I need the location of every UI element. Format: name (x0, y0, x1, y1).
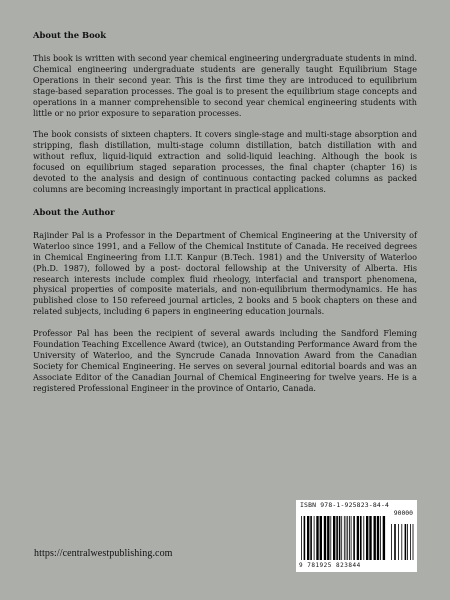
barcode-bar (310, 516, 312, 560)
barcode-bar (349, 516, 350, 560)
barcode-addon-bar (401, 524, 402, 560)
barcode-bar (360, 516, 362, 560)
about-book-heading: About the Book (33, 30, 107, 40)
barcode-bar (363, 516, 364, 560)
barcode-bar (327, 516, 329, 560)
barcode-bar (380, 516, 381, 560)
barcode-bar (304, 516, 306, 560)
barcode-bar (341, 516, 342, 560)
barcode-bars (299, 516, 415, 562)
barcode-bar (374, 516, 376, 560)
about-book-paragraph-2: The book consists of sixteen chapters. It covers single-stage and multi-stage absorption and stripping, flash distillation, multi-stage column distillation, batch distillation with and without reflux, liquid-liquid extraction and solid-liquid leaching. Although the book is focused on equilibrium staged separation processes, the final chapter (chapter 16) is devoted to the analysis and design of continuous contacting packed columns as packed columns are becoming increasingly important in practical applications. (33, 129, 417, 194)
isbn-label: ISBN 978-1-925823-84-4 (300, 501, 390, 509)
barcode-addon-number: 90000 (393, 509, 413, 517)
barcode-bar (369, 516, 371, 560)
barcode-bar (301, 516, 302, 560)
barcode-addon-bar (410, 524, 411, 560)
barcode-bar (330, 516, 331, 560)
barcode-bar (357, 516, 359, 560)
barcode-bar (383, 516, 385, 560)
barcode-bar (333, 516, 335, 560)
barcode-bar (353, 516, 355, 560)
barcode-bar (339, 516, 341, 560)
publisher-url[interactable]: https://centralwestpublishing.com (34, 548, 173, 559)
about-book-paragraph-1: This book is written with second year chemical engineering undergraduate students in mind. Chemical engineering undergraduate students are generally taught Equilibrium Stage Operations in their second year. This is the first time they are introduced to equilibrium stage-based separation processes. The goal is to present the equilibrium stage concepts and operations in a manner comprehensible to second year chemical engineering students with little or no prior exposure to separation processes. (33, 53, 417, 118)
barcode-addon-bar (413, 524, 414, 560)
barcode-addon-bar (394, 524, 396, 560)
barcode-bar (347, 516, 348, 560)
barcode-addon-bar (405, 524, 407, 560)
barcode-bar (307, 516, 309, 560)
barcode-bar (320, 516, 322, 560)
barcode-addon-bar (398, 524, 399, 560)
barcode-bar (377, 516, 379, 560)
barcode-bar (346, 516, 347, 560)
barcode-bar (324, 516, 326, 560)
barcode-bar (366, 516, 368, 560)
barcode-bar (316, 516, 318, 560)
barcode-addon-bar (391, 524, 392, 560)
barcode-bar (336, 516, 338, 560)
barcode-bar (344, 516, 345, 560)
about-author-heading: About the Author (33, 206, 115, 217)
isbn-barcode (296, 500, 417, 572)
barcode-addon-bar (407, 524, 408, 560)
about-author-paragraph-2: Professor Pal has been the recipient of several awards including the Sandford Fleming Foundation Teaching Excellence Award (twice), an Outstanding Performance Award from the University of Waterloo, and the Syncrude Canada Innovation Award from the Canadian Society for Chemical Engineering. He serves on several journal editorial boards and was an Associate Editor of the Canadian Journal of Chemical Engineering for twelve years. He is a registered Professional Engineer in the province of Ontario, Canada. (33, 328, 417, 393)
barcode-bar (314, 516, 315, 560)
about-author-paragraph-1: Rajinder Pal is a Professor in the Department of Chemical Engineering at the University of Waterloo since 1991, and a Fellow of the Chemical Institute of Canada. He received degrees in Chemical Engineering from I.I.T. Kanpur (B.Tech. 1981) and the University of Waterloo (Ph.D. 1987), followed by a post- doctoral fellowship at the University of Alberta. His research interests include complex fluid rheology, interfacial and transport phenomena, physical properties of composite materials, and non-equilibrium thermodynamics. He has published close to 150 refereed journal articles, 2 books and 5 book chapters on these and related subjects, including 6 papers in engineering education journals. (33, 229, 417, 317)
barcode-number: 9 781925 823844 (299, 562, 361, 569)
barcode-bar (351, 516, 352, 560)
blurb-content (33, 30, 417, 405)
